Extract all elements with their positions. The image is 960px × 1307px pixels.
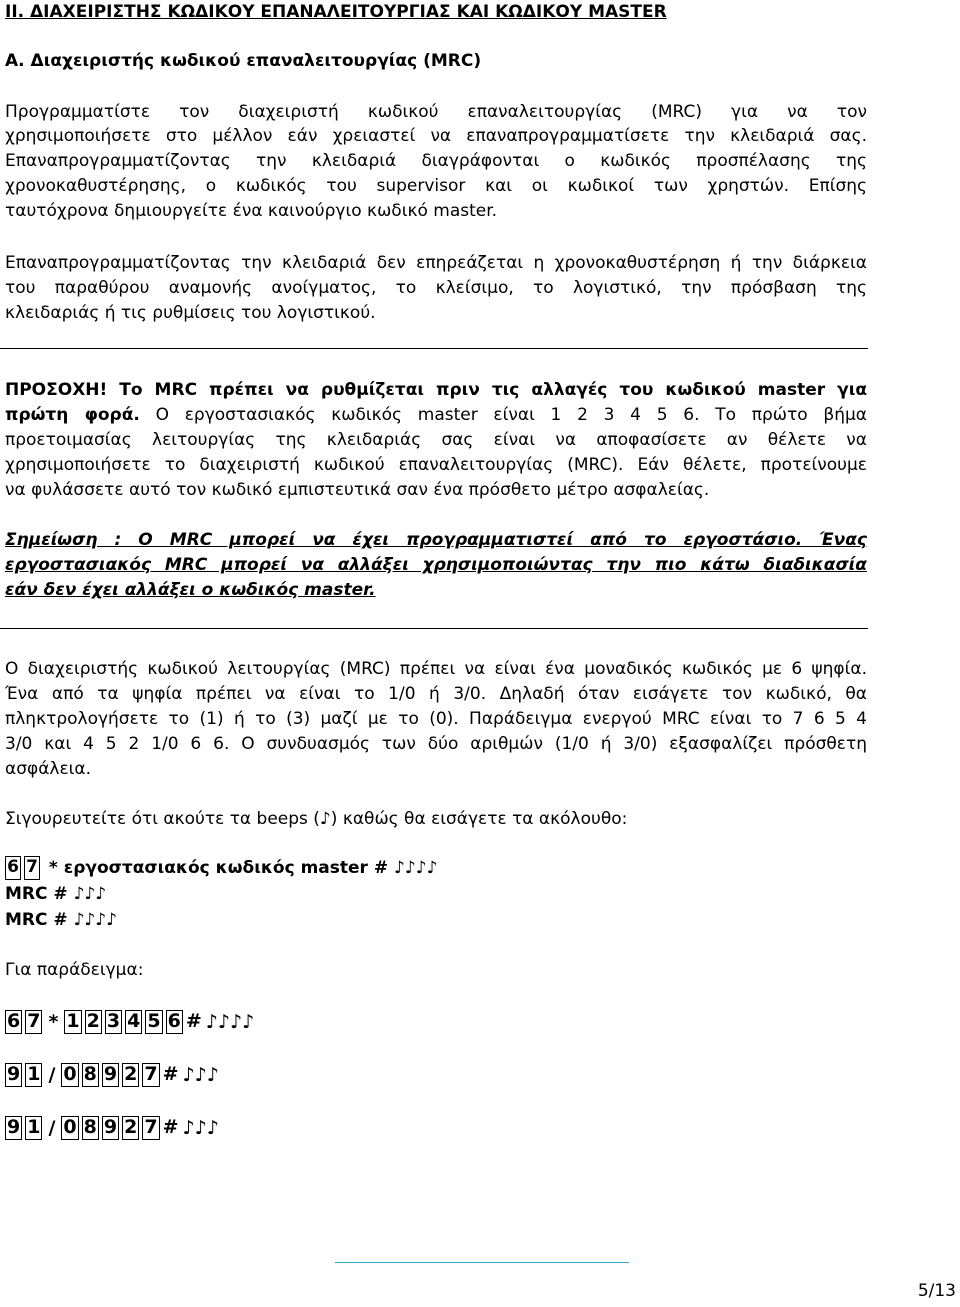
key-box: 3 [106, 1009, 121, 1032]
note-line: Σημείωση : Ο MRC μπορεί να έχει προγραμματιστεί από το εργοστάσιο. Ένας [5, 530, 867, 550]
key-box: 8 [83, 1115, 97, 1138]
procedure-step-3: MRC # ♪♪♪♪ [5, 910, 117, 930]
key-box: 2 [124, 1062, 138, 1085]
hash-symbol: # [162, 1116, 179, 1138]
paragraph-line: κλειδαριάς ή τις ρυθμίσεις του λογιστικού. [5, 303, 376, 323]
slash-symbol: / [48, 1063, 56, 1086]
key-box: 0 [63, 1062, 77, 1085]
key-box: 1 [27, 1062, 41, 1085]
paragraph-line: Προγραμματίστε τον διαχειριστή κωδικού επαναλειτουργίας (MRC) για να τον [5, 102, 867, 122]
procedure-step-1 [5, 856, 437, 880]
paragraph-line: Ένα από τα ψηφία πρέπει να είναι το 1/0 ή 3/0. Δηλαδή όταν εισάγετε τον κωδικό, θα [5, 684, 867, 704]
divider [0, 348, 868, 349]
hash-symbol: # [162, 1063, 179, 1085]
subsection-title: Α. Διαχειριστής κωδικού επαναλειτουργίας (MRC) [5, 51, 482, 71]
key-box: 6 [167, 1009, 181, 1032]
key-box: 7 [24, 856, 40, 880]
key-box: 9 [103, 1062, 118, 1085]
key-box: 0 [63, 1115, 77, 1138]
warning-line: προετοιμασίας λειτουργίας της κλειδαριάς σας είναι να αποφασίσετε αν θέλετε να [5, 430, 867, 450]
hash-symbol: # [185, 1010, 202, 1032]
key-box: 1 [27, 1115, 41, 1138]
paragraph-line: πληκτρολογήσετε το (1) ή το (3) μαζί με το (0). Παράδειγμα ενεργού MRC είναι το 7 6 5 4 [5, 709, 867, 729]
procedure-step-2: MRC # ♪♪♪ [5, 884, 107, 904]
paragraph-line: Επαναπρογραμματίζοντας την κλειδαριά διαγράφονται ο κωδικός προσπέλασης της [5, 151, 867, 171]
key-box: 4 [127, 1009, 141, 1032]
paragraph-line: Επαναπρογραμματίζοντας την κλειδαριά δεν επηρεάζεται η χρονοκαθυστέρηση ή την διάρκεια [5, 253, 867, 273]
example-label: Για παράδειγμα: [5, 960, 144, 980]
beeps-instruction: Σιγουρευτείτε ότι ακούτε τα beeps (♪) καθώς θα εισάγετε τα ακόλουθο: [5, 809, 628, 829]
procedure-text: * εργοστασιακός κωδικός master # ♪♪♪♪ [43, 858, 438, 878]
footer-rule [335, 1262, 629, 1263]
slash-symbol: / [48, 1116, 56, 1139]
key-box: 6 [5, 856, 21, 880]
beeps-icon: ♪♪♪♪ [205, 1010, 255, 1033]
paragraph-line: ταυτόχρονα δημιουργείτε ένα καινούργιο κωδικό master. [5, 201, 498, 221]
note-line: εργοστασιακός MRC μπορεί να αλλάξει χρησιμοποιώντας την πιο κάτω διαδικασία [5, 555, 867, 575]
paragraph-line: 3/0 και 4 5 2 1/0 6 6. Ο συνδυασμός των δύο αριθμών (1/0 ή 3/0) εξασφαλίζει πρόσθετη [5, 734, 867, 754]
section-title: ΙΙ. ΔΙΑΧΕΙΡΙΣΤΗΣ ΚΩΔΙΚΟΥ ΕΠΑΝΑΛΕΙΤΟΥΡΓΙΑΣ ΚΑΙ ΚΩΔΙΚΟΥ MASTER [5, 2, 667, 22]
note-line: εάν δεν έχει αλλάξει ο κωδικός master. [5, 580, 376, 600]
warning-line [5, 403, 867, 427]
key-box: 9 [7, 1062, 21, 1085]
paragraph-line: χρησιμοποιήσετε στο μέλλον εάν χρειαστεί να επαναπρογραμματίσετε την κλειδαριά σας. [5, 126, 867, 146]
key-box: 6 [7, 1009, 21, 1032]
key-box: 7 [27, 1009, 41, 1032]
page-number: 5/13 [917, 1281, 956, 1301]
paragraph-line: χρονοκαθυστέρησης, ο κωδικός του supervisor και οι κωδικοί των χρηστών. Επίσης [5, 176, 867, 196]
warning-line: να φυλάσσετε αυτό τον κωδικό εμπιστευτικά σαν ένα πρόσθετο μέτρο ασφαλείας. [5, 480, 710, 500]
paragraph-line: Ο διαχειριστής κωδικού λειτουργίας (MRC) πρέπει να είναι ένα μοναδικός κωδικός με 6 ψηφία. [5, 659, 867, 679]
warning-line: ΠΡΟΣΟΧΗ! Το MRC πρέπει να ρυθμίζεται πριν τις αλλαγές του κωδικού master για [5, 380, 867, 400]
key-box: 7 [144, 1115, 158, 1138]
key-box: 5 [147, 1009, 161, 1032]
beeps-icon: ♪♪♪ [182, 1063, 219, 1086]
divider [0, 628, 868, 629]
warning-line: χρησιμοποιήσετε το διαχειριστή κωδικού επαναλειτουργίας (MRC). Εάν θέλετε, προτείνουμε [5, 455, 867, 475]
beeps-icon: ♪♪♪ [182, 1116, 219, 1139]
paragraph-line: ασφάλεια. [5, 759, 92, 779]
key-box: 7 [144, 1062, 158, 1085]
key-box: 9 [7, 1115, 21, 1138]
key-box: 2 [86, 1009, 100, 1032]
example-sequence-1 [5, 1009, 254, 1034]
warning-emphasis: πρώτη φορά. [5, 405, 140, 425]
paragraph-line: του παραθύρου αναμονής ανοίγματος, το κλείσιμο, το λογιστικό, την πρόσβαση της [5, 278, 867, 298]
star-symbol: * [48, 1010, 59, 1033]
example-sequence-3 [5, 1115, 219, 1140]
key-box: 2 [124, 1115, 138, 1138]
warning-text: Ο εργοστασιακός κωδικός master είναι 1 2 3 4 5 6. Το πρώτο βήμα [139, 405, 867, 425]
key-box: 9 [103, 1115, 118, 1138]
key-box: 8 [83, 1062, 97, 1085]
key-box: 1 [66, 1009, 80, 1032]
example-sequence-2 [5, 1062, 219, 1087]
